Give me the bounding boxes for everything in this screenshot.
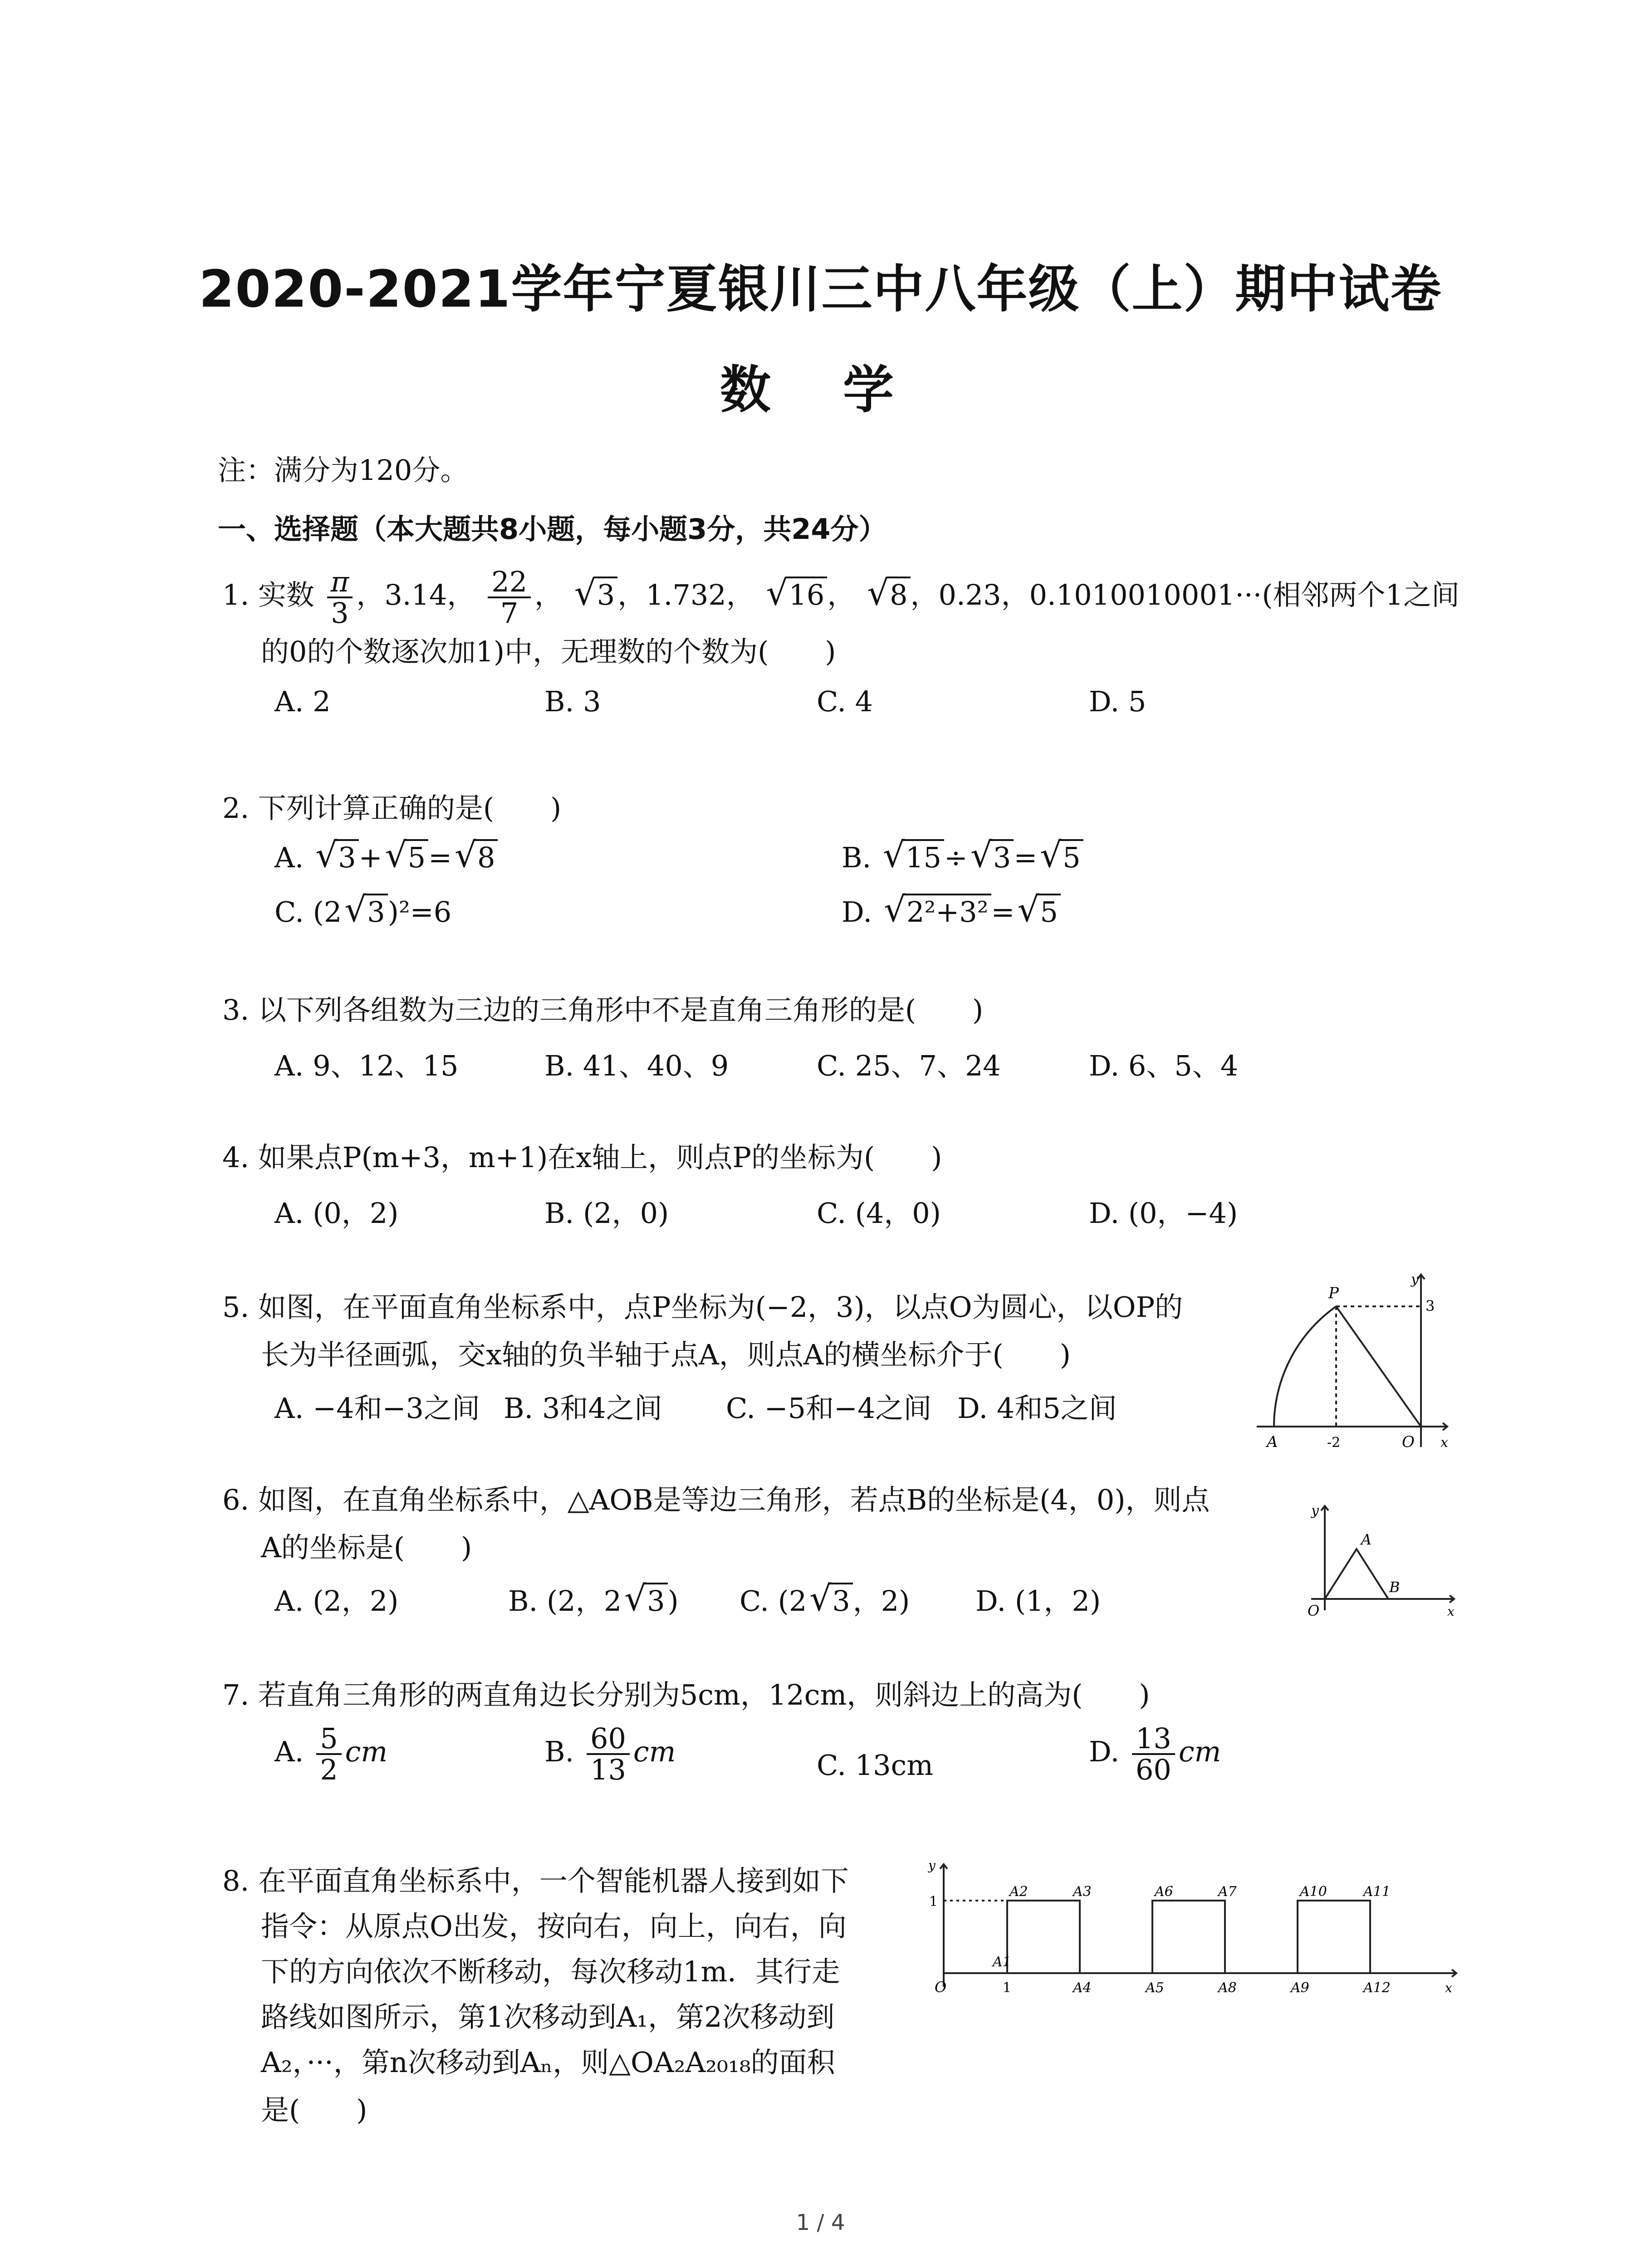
q3-option-b: B. 41、40、9 xyxy=(544,1049,729,1082)
q1-pi-fraction: $\frac{\pi}{3}$ xyxy=(327,567,353,628)
svg-text:A10: A10 xyxy=(1300,1884,1327,1900)
q1-line1: 1. 实数 $\frac{\pi}{3}$ ，3.14， $\frac{22}{7}$ ， √ 3，1.732， √ 16， √ 8，0.23，0.1010010001···(相邻两个1之间 xyxy=(222,567,1460,628)
page-number: 1 / 4 xyxy=(796,2210,845,2235)
segment-op xyxy=(1336,1306,1421,1427)
q1-line2: 的0的个数逐次加1)中，无理数的个数为( ) xyxy=(261,635,836,668)
q1-sqrt3: √ 3 xyxy=(594,577,617,612)
q5-option-c: C. −5和−4之间 xyxy=(726,1392,932,1425)
svg-text:B: B xyxy=(1389,1579,1400,1596)
q6-line1: 6. 如图，在直角坐标系中，△AOB是等边三角形，若点B的坐标是(4，0)，则点 xyxy=(222,1483,1210,1516)
q6-option-d: D. (1，2) xyxy=(975,1584,1101,1618)
q8-figure xyxy=(916,1851,1465,2023)
arc xyxy=(1274,1306,1336,1427)
q6-option-a: A. (2，2) xyxy=(274,1584,399,1618)
q1-option-c: C. 4 xyxy=(817,685,873,718)
svg-text:A6: A6 xyxy=(1155,1884,1173,1900)
svg-text:A4: A4 xyxy=(1073,1980,1092,1996)
q1-22-7-fraction: $\frac{22}{7}$ xyxy=(488,567,531,628)
q8-line5: A₂，···，第n次移动到Aₙ，则△OA₂A₂₀₁₈的面积 xyxy=(261,2046,835,2079)
q5-option-d: D. 4和5之间 xyxy=(957,1392,1117,1425)
svg-text:A12: A12 xyxy=(1363,1980,1391,1996)
q2-option-d: D. √ 2²+3²=√ 5 xyxy=(842,894,1061,929)
svg-text:A9: A9 xyxy=(1291,1980,1309,1996)
q7-option-c: C. 13cm xyxy=(817,1749,934,1782)
q6-option-c: C. (2√ 3，2) xyxy=(740,1579,910,1619)
q7-option-d: D. $\frac{13}{60}$ cm xyxy=(1089,1722,1221,1787)
label-p: P xyxy=(1328,1284,1339,1302)
q1-option-b: B. 3 xyxy=(544,685,601,718)
svg-text:1: 1 xyxy=(1003,1980,1012,1996)
q3-option-a: A. 9、12、15 xyxy=(274,1049,459,1082)
q4-option-a: A. (0，2) xyxy=(274,1197,399,1230)
svg-text:A: A xyxy=(1361,1531,1372,1548)
svg-text:x: x xyxy=(1445,1980,1452,1995)
svg-text:A11: A11 xyxy=(1363,1884,1391,1900)
svg-text:y: y xyxy=(928,1858,936,1873)
svg-text:3: 3 xyxy=(1425,1297,1435,1315)
q5-option-b: B. 3和4之间 xyxy=(504,1392,662,1425)
q8-line1: 8. 在平面直角坐标系中，一个智能机器人接到如下 xyxy=(222,1864,849,1897)
q4-option-b: B. (2，0) xyxy=(544,1197,669,1230)
svg-text:O: O xyxy=(1308,1602,1320,1619)
q1-rest: ，0.23，0.1010010001···(相邻两个1之间 xyxy=(910,578,1460,612)
score-note: 注：满分为120分。 xyxy=(218,454,469,487)
svg-text:y: y xyxy=(1311,1503,1319,1519)
q4-stem: 4. 如果点P(m+3，m+1)在x轴上，则点P的坐标为( ) xyxy=(222,1141,942,1174)
svg-text:A2: A2 xyxy=(1009,1884,1028,1900)
triangle-aob xyxy=(1325,1549,1388,1599)
q6-figure xyxy=(1293,1497,1461,1619)
q6-line2: A的坐标是( ) xyxy=(261,1531,472,1564)
svg-text:A: A xyxy=(1267,1433,1278,1451)
svg-text:x: x xyxy=(1440,1435,1448,1451)
subject-title: 数 学 xyxy=(720,361,921,420)
q5-line2: 长为半径画弧，交x轴的负半轴于点A，则点A的横坐标介于( ) xyxy=(261,1338,1071,1371)
q3-option-d: D. 6、5、4 xyxy=(1089,1049,1239,1082)
q8-line6: 是( ) xyxy=(261,2093,367,2126)
q2-option-a: A. √ 3+√ 5=√ 8 xyxy=(274,839,498,874)
q8-line3: 下的方向依次不断移动，每次移动1m．其行走 xyxy=(261,1955,840,1988)
svg-text:O: O xyxy=(1402,1433,1415,1451)
q1-number: 1. xyxy=(222,578,250,612)
q3-stem: 3. 以下列各组数为三边的三角形中不是直角三角形的是( ) xyxy=(222,993,984,1026)
svg-text:A3: A3 xyxy=(1073,1884,1092,1900)
q1-prefix: 实数 xyxy=(258,578,314,612)
exam-title: 2020-2021学年宁夏银川三中八年级（上）期中试卷 xyxy=(199,260,1442,319)
q5-line1: 5. 如图，在平面直角坐标系中，点P坐标为(−2，3)，以点O为圆心，以OP的 xyxy=(222,1290,1183,1324)
q4-option-d: D. (0，−4) xyxy=(1089,1197,1238,1230)
q8-line4: 路线如图所示，第1次移动到A₁，第2次移动到 xyxy=(261,2000,835,2033)
q1-sqrt8: √ 8 xyxy=(887,577,910,612)
q5-figure xyxy=(1248,1266,1456,1456)
svg-text:y: y xyxy=(1411,1271,1419,1287)
q2-option-b: B. √ 15÷√ 3=√ 5 xyxy=(842,839,1083,874)
q5-option-a: A. −4和−3之间 xyxy=(274,1392,480,1425)
q4-option-c: C. (4，0) xyxy=(817,1197,941,1230)
q3-option-c: C. 25、7、24 xyxy=(817,1049,1001,1082)
svg-text:O: O xyxy=(935,1979,947,1996)
q7-option-b: B. $\frac{60}{13}$ cm xyxy=(544,1722,676,1787)
q1-option-a: A. 2 xyxy=(274,685,331,718)
q6-option-b: B. (2，2√ 3) xyxy=(508,1579,679,1619)
q1-option-d: D. 5 xyxy=(1089,685,1146,718)
svg-text:A8: A8 xyxy=(1218,1980,1237,1996)
q2-stem: 2. 下列计算正确的是( ) xyxy=(222,792,562,825)
svg-text:x: x xyxy=(1447,1604,1455,1619)
q1-sqrt16: √ 16 xyxy=(786,577,827,612)
svg-text:-2: -2 xyxy=(1327,1435,1341,1451)
q7-option-a: A. $\frac{5}{2}$ cm xyxy=(274,1722,388,1787)
q8-line2: 指令：从原点O出发，按向右，向上，向右，向 xyxy=(261,1910,847,1943)
q7-stem: 7. 若直角三角形的两直角边长分别为5cm，12cm，则斜边上的高为( ) xyxy=(222,1678,1150,1711)
section-heading: 一、选择题（本大题共8小题，每小题3分，共24分） xyxy=(218,513,887,546)
svg-text:1: 1 xyxy=(929,1894,938,1910)
svg-text:A7: A7 xyxy=(1218,1884,1237,1900)
svg-text:A1: A1 xyxy=(993,1954,1011,1970)
q2-option-c: C. (2√ 3)²=6 xyxy=(274,894,451,929)
svg-text:A5: A5 xyxy=(1146,1980,1164,1996)
